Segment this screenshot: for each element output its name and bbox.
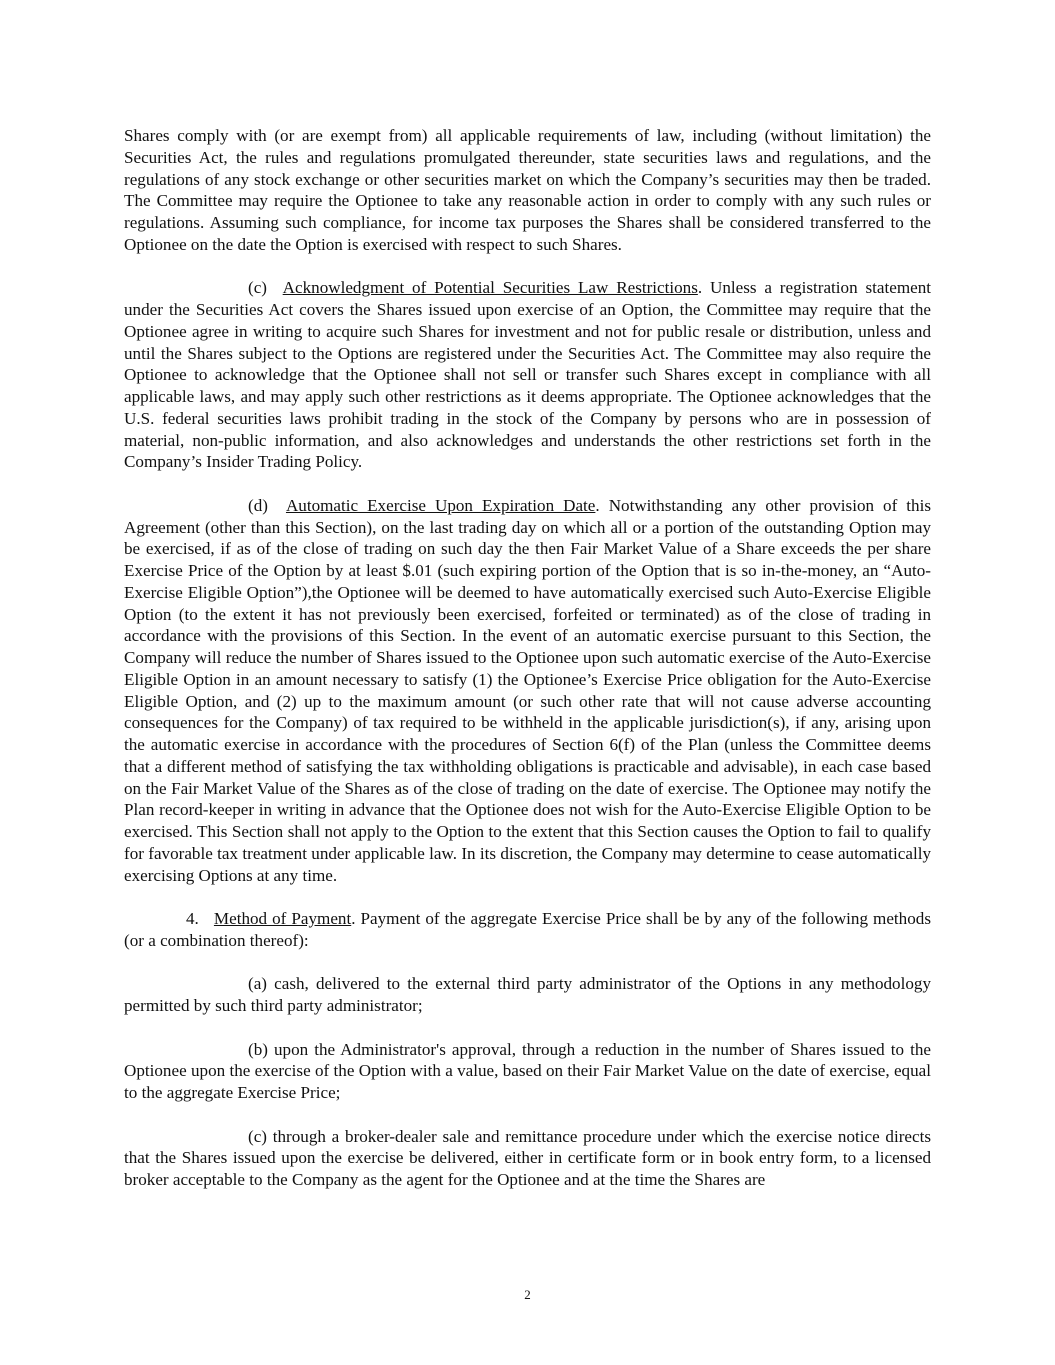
payment-item-b: (b) upon the Administrator's approval, through a reduction in the number of Shares issued to the Optionee upon the exercise of the Option with a value, based on their Fair Market Value on the date of exercise, equal to the aggregate Exercise Price;: [124, 1039, 931, 1102]
section-c-label: (c): [248, 278, 267, 298]
section-c-paragraph: [124, 277, 931, 473]
section-d-label: (d): [248, 495, 268, 515]
section-4-heading: Method of Payment: [213, 909, 352, 928]
paragraph-continuation: Shares comply with (or are exempt from) all applicable requirements of law, including (without limitation) the Securities Act, the rules and regulations promulgated thereunder, state securities laws and regulations, and the regulations of any stock exchange or other securities market on which the Company’s securities may then be traded. The Committee may require the Optionee to take any reasonable action in order to comply with any such rules or regulations. Assuming such compliance, for income tax purposes the Shares shall be considered transferred to the Optionee on the date the Option is exercised with respect to such Shares.: [124, 126, 931, 254]
section-c-body: . Unless a registration statement under the Securities Act covers the Shares issued upon exercise of an Option, the Committee may require that the Optionee agree in writing to acquire such Shares for investment and not for public resale or distribution, unless and until the Shares subject to the Options are registered under the Securities Act. The Committee may also require the Optionee to acknowledge that the Optionee shall not sell or transfer such Shares except in compliance with all applicable laws, and may apply such other restrictions as it deems appropriate. The Optionee acknowledges that the U.S. federal securities laws prohibit trading in the stock of the Company by persons who are in possession of material, non-public information, and also acknowledges and understands the other restrictions set forth in the Company’s Insider Trading Policy.: [124, 278, 931, 472]
section-4-label: 4.: [186, 909, 199, 928]
section-4-body: . Payment of the aggregate Exercise Price shall be by any of the following methods (or a combination thereof):: [124, 909, 931, 950]
section-d-body: . Notwithstanding any other provision of this Agreement (other than this Section), on the last trading day on which all or a portion of the outstanding Option may be exercised, if as of the close of trading on such day the then Fair Market Value of a Share exceeds the per share Exercise Price of the Option by at least $.01 (such expiring portion of the Option that is so in-the-money, an “Auto-Exercise Eligible Option”),the Optionee will be deemed to have automatically exercised such Auto-Exercise Eligible Option (to the extent it has not previously been exercised, forfeited or terminated) as of the close of trading in accordance with the provisions of this Section. In the event of an automatic exercise pursuant to this Section, the Company will reduce the number of Shares issued to the Optionee upon such automatic exercise of the Auto-Exercise Eligible Option in an amount necessary to satisfy (1) the Optionee’s Exercise Price obligation for the Auto-Exercise Eligible Option, and (2) up to the maximum amount (or such other rate that will not cause adverse accounting consequences for the Company) of tax required to be withheld in the applicable jurisdiction(s), if any, arising upon the automatic exercise in accordance with the procedures of Section 6(f) of the Plan (unless the Committee deems that a different method of satisfying the tax withholding obligations is practicable and advisable), in each case based on the Fair Market Value of the Shares as of the close of trading on the date of exercise. The Optionee may notify the Plan record-keeper in writing in advance that the Optionee does not wish for the Auto-Exercise Eligible Option to be exercised. This Section shall not apply to the Option to the extent that this Section causes the Option to fail to qualify for favorable tax treatment under applicable law. In its discretion, the Company may determine to cease automatically exercising Options at any time.: [124, 495, 931, 885]
payment-item-c: (c) through a broker-dealer sale and remittance procedure under which the exercise notice directs that the Shares issued upon the exercise be delivered, either in certificate form or in book entry form, to a licensed broker acceptable to the Company as the agent for the Optionee and at the time the Shares are: [124, 1126, 931, 1189]
section-d-paragraph: [124, 495, 931, 887]
section-c-heading: Acknowledgment of Potential Securities Law Restrictions: [282, 278, 698, 298]
section-d-heading: Automatic Exercise Upon Expiration Date: [285, 495, 596, 515]
page-number: 2: [524, 1287, 531, 1302]
payment-item-a: (a) cash, delivered to the external third party administrator of the Options in any methodology permitted by such third party administrator;: [124, 974, 931, 1015]
document-page: [124, 125, 931, 1213]
section-4-paragraph: [124, 908, 931, 952]
